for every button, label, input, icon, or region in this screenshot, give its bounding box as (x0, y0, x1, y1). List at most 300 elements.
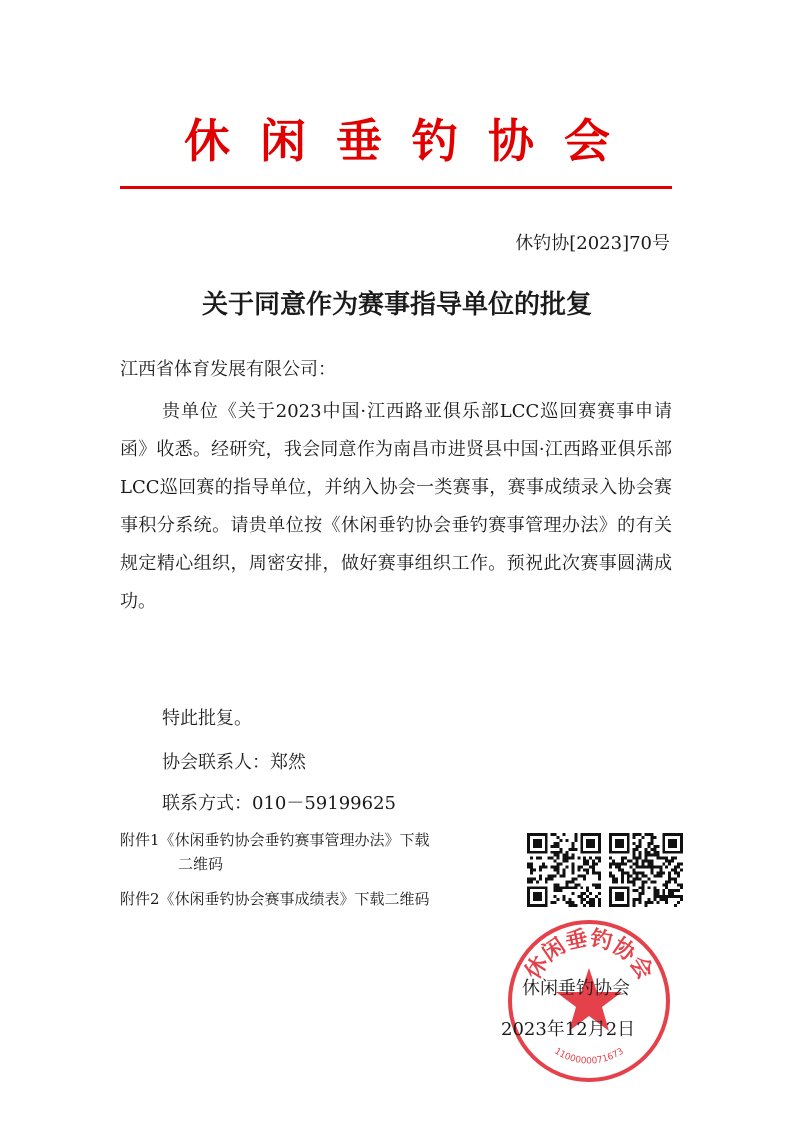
qr-module (530, 869, 533, 872)
qr-module (639, 898, 642, 901)
qr-module (539, 874, 542, 877)
qr-module (577, 857, 580, 860)
qr-code-attachment-1[interactable] (527, 833, 601, 907)
qr-module (668, 889, 671, 892)
qr-module (574, 883, 577, 886)
qr-module (650, 871, 653, 874)
qr-module (653, 895, 656, 898)
qr-module (612, 877, 615, 880)
qr-module (598, 904, 601, 907)
qr-module (557, 886, 560, 889)
qr-module (586, 860, 589, 863)
qr-module (542, 866, 545, 869)
qr-module (659, 857, 662, 860)
qr-module (557, 857, 560, 860)
qr-module (551, 901, 554, 904)
qr-module (621, 863, 624, 866)
qr-module (671, 869, 674, 872)
qr-module (580, 901, 583, 904)
qr-module (551, 845, 554, 848)
qr-module (586, 895, 589, 898)
qr-module (671, 892, 674, 895)
qr-module (656, 874, 659, 877)
qr-module (542, 863, 545, 866)
qr-module (653, 848, 656, 851)
qr-module (557, 898, 560, 901)
qr-module (592, 869, 595, 872)
qr-module (677, 901, 680, 904)
org-header: 休闲垂钓协会 (184, 114, 640, 168)
qr-module (650, 839, 653, 842)
qr-module (677, 871, 680, 874)
qr-module (548, 874, 551, 877)
qr-module (565, 883, 568, 886)
qr-module (639, 857, 642, 860)
qr-module (639, 895, 642, 898)
qr-module (656, 851, 659, 854)
qr-module (574, 904, 577, 907)
qr-module (636, 874, 639, 877)
qr-module (647, 886, 650, 889)
qr-module (650, 863, 653, 866)
qr-module (642, 874, 645, 877)
qr-module (650, 869, 653, 872)
qr-module (554, 845, 557, 848)
qr-module (665, 860, 668, 863)
qr-module (568, 901, 571, 904)
qr-module (560, 839, 563, 842)
qr-module (662, 889, 665, 892)
qr-module (665, 883, 668, 886)
qr-module (568, 848, 571, 851)
qr-module (586, 901, 589, 904)
qr-module (551, 851, 554, 854)
qr-module (560, 886, 563, 889)
qr-module (647, 833, 650, 836)
qr-module (621, 857, 624, 860)
qr-module (530, 871, 533, 874)
qr-module (536, 880, 539, 883)
qr-module (577, 874, 580, 877)
qr-module (671, 877, 674, 880)
qr-module (598, 874, 601, 877)
qr-module (647, 845, 650, 848)
qr-module (677, 863, 680, 866)
qr-module (595, 886, 598, 889)
qr-module (659, 898, 662, 901)
qr-module (554, 874, 557, 877)
qr-module (571, 877, 574, 880)
qr-module (642, 863, 645, 866)
qr-module (624, 871, 627, 874)
qr-module (589, 904, 592, 907)
qr-module (571, 901, 574, 904)
qr-module (662, 892, 665, 895)
qr-module (653, 836, 656, 839)
qr-module (665, 886, 668, 889)
qr-module (583, 877, 586, 880)
qr-module (656, 892, 659, 895)
qr-module (645, 848, 648, 851)
qr-module (668, 860, 671, 863)
qr-module (633, 842, 636, 845)
qr-module (662, 871, 665, 874)
qr-module (665, 857, 668, 860)
qr-module (560, 874, 563, 877)
qr-module (592, 904, 595, 907)
qr-module (609, 863, 612, 866)
qr-module (551, 866, 554, 869)
qr-module (642, 860, 645, 863)
qr-module (565, 857, 568, 860)
qr-module (639, 845, 642, 848)
qr-module (671, 895, 674, 898)
qr-module (530, 863, 533, 866)
qr-module (598, 877, 601, 880)
qr-module (551, 833, 554, 836)
qr-module (557, 866, 560, 869)
body-paragraph: 贵单位《关于2023中国·江西路亚俱乐部LCC巡回赛赛事申请函》收悉。经研究，我会同意作为南昌市进贤县中国·江西路亚俱乐部LCC巡回赛的指导单位，并纳入协会一类赛事，赛事成绩录入协会赛事积分系统。请贵单位按《休闲垂钓协会垂钓赛事管理办法》的有关规定精心组织，周密安排，做好赛事组织工作。预祝此次赛事圆满成功。 (120, 401, 672, 612)
qr-module (665, 898, 668, 901)
qr-module (571, 869, 574, 872)
qr-module (665, 866, 668, 869)
qr-module (642, 836, 645, 839)
qr-module (636, 848, 639, 851)
qr-module (639, 851, 642, 854)
qr-module (621, 869, 624, 872)
qr-module (642, 886, 645, 889)
qr-module (563, 860, 566, 863)
qr-module (530, 866, 533, 869)
official-seal (506, 918, 672, 1084)
qr-module (568, 886, 571, 889)
qr-module (642, 889, 645, 892)
qr-module (598, 892, 601, 895)
qr-module (571, 904, 574, 907)
qr-module (671, 857, 674, 860)
qr-module (595, 895, 598, 898)
qr-module (621, 877, 624, 880)
qr-module (568, 898, 571, 901)
qr-module (586, 863, 589, 866)
qr-module (633, 833, 636, 836)
qr-module (545, 877, 548, 880)
qr-module (533, 877, 536, 880)
qr-module (574, 839, 577, 842)
qr-module (557, 845, 560, 848)
qr-module (551, 857, 554, 860)
qr-module (639, 892, 642, 895)
qr-module (624, 857, 627, 860)
qr-module (571, 866, 574, 869)
qr-module (563, 871, 566, 874)
qr-module (677, 874, 680, 877)
qr-module (633, 857, 636, 860)
seal-text: 休闲垂钓协会 (520, 926, 658, 984)
qr-module (609, 874, 612, 877)
qr-module (650, 866, 653, 869)
qr-module (653, 880, 656, 883)
qr-module (647, 854, 650, 857)
qr-module (633, 871, 636, 874)
seal-serial: 1100000071673 (552, 1046, 626, 1067)
qr-module (595, 863, 598, 866)
qr-module (563, 895, 566, 898)
qr-module (659, 869, 662, 872)
qr-module (633, 901, 636, 904)
qr-module (577, 883, 580, 886)
qr-module (592, 866, 595, 869)
qr-module (680, 886, 683, 889)
qr-module (653, 866, 656, 869)
qr-module (668, 877, 671, 880)
qr-module (633, 898, 636, 901)
qr-module (554, 901, 557, 904)
qr-module (621, 880, 624, 883)
qr-module (560, 851, 563, 854)
qr-module (645, 874, 648, 877)
qr-module (571, 871, 574, 874)
qr-module (574, 877, 577, 880)
qr-module (680, 869, 683, 872)
qr-module (583, 860, 586, 863)
qr-module (656, 895, 659, 898)
qr-module (674, 857, 677, 860)
qr-module (636, 860, 639, 863)
qr-module (554, 854, 557, 857)
qr-module (612, 880, 615, 883)
recipient: 江西省体育发展有限公司： (120, 359, 336, 380)
qr-module (633, 854, 636, 857)
qr-module (557, 883, 560, 886)
qr-module (636, 871, 639, 874)
qr-module (598, 898, 601, 901)
qr-module (665, 901, 668, 904)
qr-module (650, 854, 653, 857)
qr-module (530, 857, 533, 860)
qr-module (627, 877, 630, 880)
qr-module (565, 880, 568, 883)
qr-module (656, 857, 659, 860)
qr-module (615, 863, 618, 866)
qr-module (674, 877, 677, 880)
qr-module (636, 898, 639, 901)
qr-code-attachment-2[interactable] (609, 833, 683, 907)
qr-module (647, 860, 650, 863)
qr-module (642, 883, 645, 886)
qr-module (662, 895, 665, 898)
qr-module (554, 851, 557, 854)
qr-module (554, 883, 557, 886)
qr-module (650, 848, 653, 851)
qr-module (598, 871, 601, 874)
qr-module (656, 889, 659, 892)
qr-module (580, 874, 583, 877)
qr-module (621, 874, 624, 877)
qr-module (563, 857, 566, 860)
qr-module (580, 895, 583, 898)
qr-module (574, 848, 577, 851)
qr-module (645, 866, 648, 869)
qr-module (653, 892, 656, 895)
qr-module (557, 871, 560, 874)
qr-module (598, 857, 601, 860)
qr-module (589, 898, 592, 901)
contact-person: 协会联系人：郑然 (162, 752, 306, 773)
qr-module (554, 886, 557, 889)
qr-module (583, 857, 586, 860)
qr-module (650, 860, 653, 863)
qr-module (653, 851, 656, 854)
qr-module (647, 866, 650, 869)
qr-module (557, 842, 560, 845)
qr-module (612, 860, 615, 863)
qr-module (633, 883, 636, 886)
qr-module (647, 877, 650, 880)
qr-module (639, 877, 642, 880)
qr-module (633, 880, 636, 883)
qr-module (647, 863, 650, 866)
qr-module (545, 880, 548, 883)
qr-module (595, 871, 598, 874)
qr-module (674, 871, 677, 874)
qr-module (571, 845, 574, 848)
qr-finder (615, 892, 624, 901)
qr-module (665, 895, 668, 898)
qr-module (668, 863, 671, 866)
qr-module (633, 851, 636, 854)
qr-module (577, 895, 580, 898)
qr-module (609, 871, 612, 874)
qr-module (659, 866, 662, 869)
qr-module (621, 860, 624, 863)
qr-module (586, 871, 589, 874)
qr-module (583, 892, 586, 895)
qr-module (598, 886, 601, 889)
attachment-1: 附件1《休闲垂钓协会垂钓赛事管理办法》下载 (120, 831, 430, 849)
qr-module (656, 845, 659, 848)
qr-module (642, 871, 645, 874)
qr-module (609, 857, 612, 860)
qr-module (677, 895, 680, 898)
qr-module (571, 848, 574, 851)
qr-module (639, 833, 642, 836)
qr-module (645, 833, 648, 836)
qr-module (527, 877, 530, 880)
qr-module (571, 886, 574, 889)
qr-module (636, 877, 639, 880)
qr-module (656, 866, 659, 869)
qr-module (586, 889, 589, 892)
qr-module (539, 877, 542, 880)
qr-module (633, 869, 636, 872)
qr-module (577, 869, 580, 872)
qr-module (554, 833, 557, 836)
qr-module (568, 904, 571, 907)
qr-module (656, 871, 659, 874)
qr-module (639, 839, 642, 842)
qr-module (668, 895, 671, 898)
qr-module (645, 857, 648, 860)
qr-module (627, 874, 630, 877)
qr-module (557, 863, 560, 866)
qr-module (668, 880, 671, 883)
qr-module (627, 860, 630, 863)
qr-module (557, 889, 560, 892)
qr-module (557, 851, 560, 854)
qr-module (586, 886, 589, 889)
qr-module (680, 898, 683, 901)
qr-module (580, 892, 583, 895)
qr-module (618, 866, 621, 869)
qr-module (612, 863, 615, 866)
qr-module (650, 836, 653, 839)
qr-module (645, 904, 648, 907)
qr-module (595, 883, 598, 886)
qr-module (563, 869, 566, 872)
qr-module (650, 880, 653, 883)
approval-statement: 特此批复。 (162, 708, 252, 729)
qr-module (659, 874, 662, 877)
qr-module (571, 863, 574, 866)
qr-module (571, 857, 574, 860)
qr-module (563, 874, 566, 877)
qr-module (548, 877, 551, 880)
qr-module (592, 883, 595, 886)
qr-module (636, 866, 639, 869)
qr-module (586, 869, 589, 872)
qr-module (554, 895, 557, 898)
qr-module (565, 866, 568, 869)
qr-module (633, 848, 636, 851)
qr-module (627, 880, 630, 883)
qr-module (583, 904, 586, 907)
qr-module (645, 880, 648, 883)
qr-module (674, 895, 677, 898)
qr-module (583, 898, 586, 901)
qr-module (592, 863, 595, 866)
qr-module (645, 851, 648, 854)
qr-module (639, 886, 642, 889)
header-rule (120, 186, 672, 189)
qr-module (563, 854, 566, 857)
document-number: 休钓协[2023]70号 (515, 233, 670, 254)
qr-module (589, 857, 592, 860)
qr-module (615, 877, 618, 880)
qr-module (642, 866, 645, 869)
qr-module (577, 866, 580, 869)
qr-module (650, 842, 653, 845)
qr-module (636, 863, 639, 866)
qr-module (674, 869, 677, 872)
qr-module (539, 869, 542, 872)
qr-module (674, 866, 677, 869)
qr-module (565, 860, 568, 863)
qr-module (539, 866, 542, 869)
qr-module (674, 904, 677, 907)
qr-module (592, 860, 595, 863)
signature-date: 2023年12月2日 (501, 1019, 636, 1040)
qr-module (554, 889, 557, 892)
qr-module (662, 898, 665, 901)
qr-module (680, 883, 683, 886)
qr-module (633, 863, 636, 866)
qr-finder (533, 839, 542, 848)
qr-module (583, 863, 586, 866)
qr-module (560, 848, 563, 851)
qr-module (592, 901, 595, 904)
qr-module (589, 901, 592, 904)
